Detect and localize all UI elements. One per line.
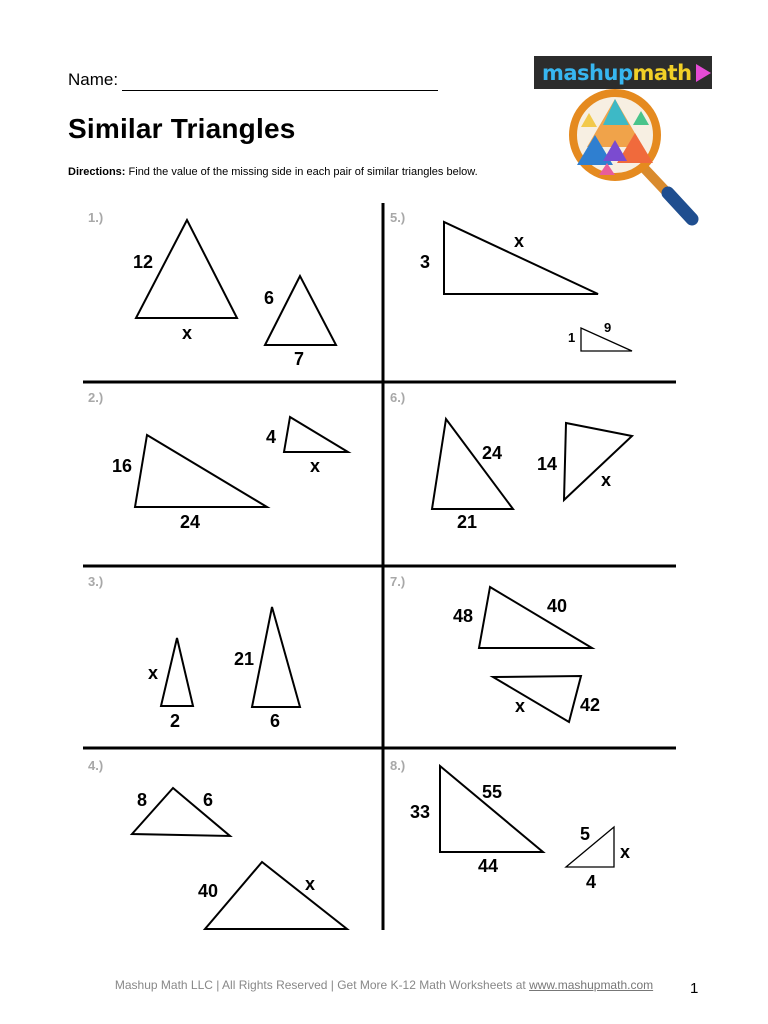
problem-8 — [390, 758, 630, 892]
side-label: 55 — [482, 782, 503, 802]
side-label: x — [620, 842, 631, 862]
footer — [0, 978, 768, 992]
side-label: 9 — [604, 320, 612, 335]
triangle-large — [205, 862, 347, 929]
side-label: x — [182, 323, 193, 343]
side-label: 5 — [580, 824, 591, 844]
side-label: 24 — [180, 512, 201, 532]
side-label: 6 — [264, 288, 275, 308]
triangle-large — [135, 435, 267, 507]
side-label: x — [515, 696, 526, 716]
problem-5 — [390, 210, 632, 351]
problem-number: 5.) — [390, 210, 406, 225]
problem-2 — [88, 390, 348, 532]
problem-4 — [88, 758, 347, 929]
side-label: 21 — [457, 512, 478, 532]
side-label: 16 — [112, 456, 133, 476]
side-label: x — [305, 874, 316, 894]
problem-1 — [88, 210, 336, 369]
triangle-small — [265, 276, 336, 345]
problem-number: 2.) — [88, 390, 104, 405]
footer-text: Mashup Math LLC | All Rights Reserved | Get More K-12 Math Worksheets at — [114, 978, 526, 992]
problem-number: 4.) — [88, 758, 104, 773]
problem-number: 8.) — [390, 758, 406, 773]
footer-link[interactable]: www.mashupmath.com — [529, 978, 654, 992]
name-label: Name: — [68, 70, 119, 89]
problem-number: 3.) — [88, 574, 104, 589]
side-label: 40 — [547, 596, 568, 616]
problem-3 — [88, 574, 300, 731]
triangle-small — [284, 417, 348, 452]
side-label: 48 — [453, 606, 474, 626]
side-label: 21 — [234, 649, 255, 669]
side-label: 6 — [270, 711, 281, 731]
triangle-large — [479, 587, 592, 648]
side-label: 1 — [568, 330, 576, 345]
side-label: x — [601, 470, 612, 490]
side-label: 4 — [586, 872, 597, 892]
side-label: 40 — [198, 881, 219, 901]
problem-7 — [390, 574, 600, 722]
side-label: 7 — [294, 349, 305, 369]
side-label: 4 — [266, 427, 277, 447]
logo-text: mashupmath — [542, 60, 692, 85]
side-label: 14 — [537, 454, 558, 474]
side-label: 2 — [170, 711, 181, 731]
side-label: 8 — [137, 790, 148, 810]
problem-number: 7.) — [390, 574, 406, 589]
triangle-large — [440, 766, 543, 852]
side-label: 33 — [410, 802, 431, 822]
side-label: 6 — [203, 790, 214, 810]
problem-number: 1.) — [88, 210, 104, 225]
side-label: 3 — [420, 252, 431, 272]
directions-text: Find the value of the missing side in each pair of similar triangles below. — [128, 166, 478, 178]
problem-6 — [390, 390, 632, 532]
triangle-large — [252, 607, 300, 707]
problem-number: 6.) — [390, 390, 406, 405]
triangle-small — [493, 676, 581, 722]
side-label: 12 — [133, 252, 154, 272]
side-label: x — [310, 456, 321, 476]
triangle-small — [564, 423, 632, 500]
side-label: 42 — [580, 695, 601, 715]
side-label: x — [514, 231, 525, 251]
side-label: 44 — [478, 856, 499, 876]
page-number: 1 — [690, 980, 699, 997]
side-label: 24 — [482, 443, 503, 463]
page-title: Similar Triangles — [68, 113, 296, 144]
side-label: x — [148, 663, 159, 683]
triangle-large — [432, 419, 513, 509]
triangle-small — [161, 638, 193, 706]
directions-label: Directions: — [68, 166, 126, 178]
